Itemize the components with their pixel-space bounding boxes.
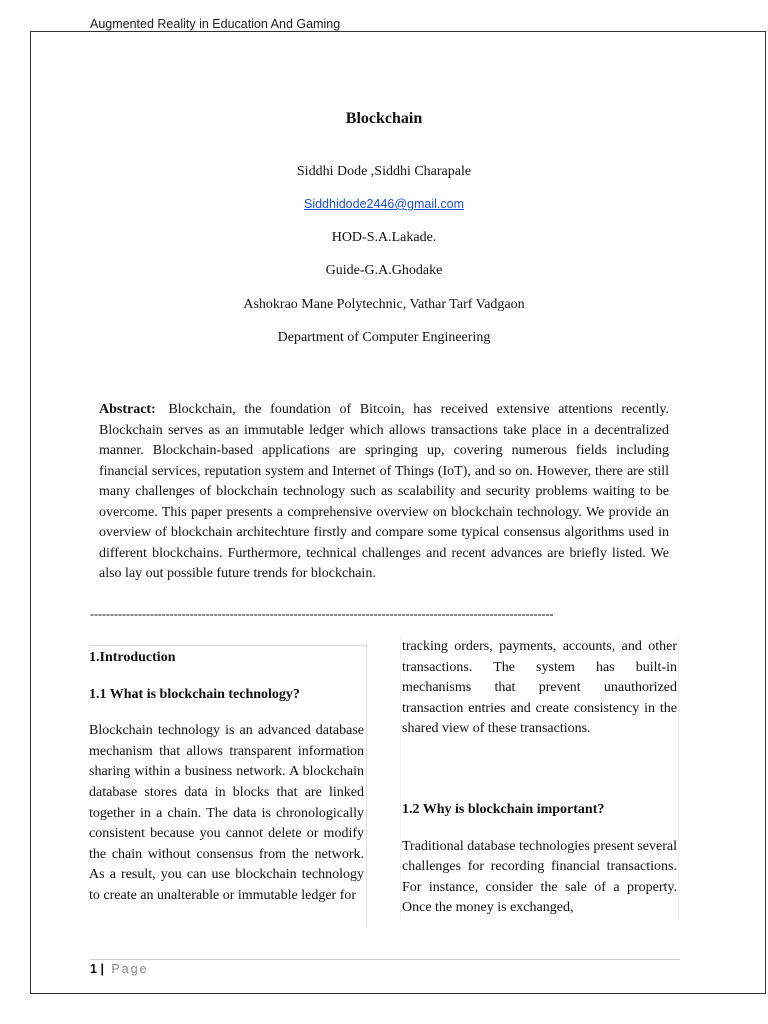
- left-column: [89, 645, 367, 928]
- right-column-paragraph: Traditional database technologies present several challenges for recording financial transactions. For instance, consider the sale of a property. Once the money is exchanged,: [402, 838, 677, 916]
- authors: Siddhi Dode ,Siddhi Charapale: [296, 164, 472, 179]
- footer-rule: [90, 959, 680, 960]
- institute-line: Ashokrao Mane Polytechnic, Vathar Tarf Vadgaon: [243, 297, 525, 312]
- page-divider: |: [100, 962, 104, 976]
- section-heading-what-is-blockchain: 1.1 What is blockchain technology?: [89, 686, 300, 702]
- author-email-link[interactable]: Siddhidode2446@gmail.com: [303, 197, 464, 211]
- right-column-continuation: tracking orders, payments, accounts, and other transactions. The system has built-in mechanisms that prevent unauthorized transaction entries and create consistency in the shared view of these transactions.: [402, 639, 677, 737]
- abstract: [99, 400, 669, 585]
- section-heading-introduction: 1.Introduction: [89, 650, 176, 665]
- column-spacer: [402, 740, 677, 800]
- paper-title: Blockchain: [345, 110, 423, 127]
- hod-line: HOD-S.A.Lakade.: [331, 230, 437, 245]
- page-label: Page: [111, 962, 149, 976]
- abstract-text: Blockchain, the foundation of Bitcoin, has received extensive attentions recently. Blockchain serves as an immutable ledger which allows transactions take place in a decentralized manner. Blockchain-based applications are springing up, covering numerous fields including financial services, reputation system and Internet of Things (IoT), and so on. However, there are still many challenges of blockchain technology such as scalability and security problems waiting to be overcome. This paper presents a comprehensive overview on blockchain technology. We provide an overview of blockchain architechture firstly and compare some typical consensus algorithms used in different blockchains. Furthermore, technical challenges and recent advances are briefly listed. We also lay out possible future trends for blockchain.: [99, 402, 670, 581]
- left-column-paragraph: Blockchain technology is an advanced database mechanism that allows transparent information sharing within a business network. A blockchain database stores data in blocks that are linked together in a chain. The data is chronologically consistent because you cannot delete or modify the chain without consensus from the network. As a result, you can use blockchain technology to create an unalterable or immutable ledger for: [89, 723, 364, 903]
- page-number: 1: [90, 962, 97, 976]
- department-line: Department of Computer Engineering: [277, 330, 491, 345]
- guide-line: Guide-G.A.Ghodake: [325, 263, 443, 278]
- section-heading-why-important: 1.2 Why is blockchain important?: [402, 801, 605, 817]
- dashed-separator: --------------------------------------------------------------------------------------------------------------------: [90, 607, 554, 621]
- right-column: [400, 637, 679, 920]
- running-header: Augmented Reality in Education And Gaming: [90, 17, 341, 31]
- abstract-label: Abstract:: [99, 402, 156, 417]
- page-footer: [90, 962, 149, 976]
